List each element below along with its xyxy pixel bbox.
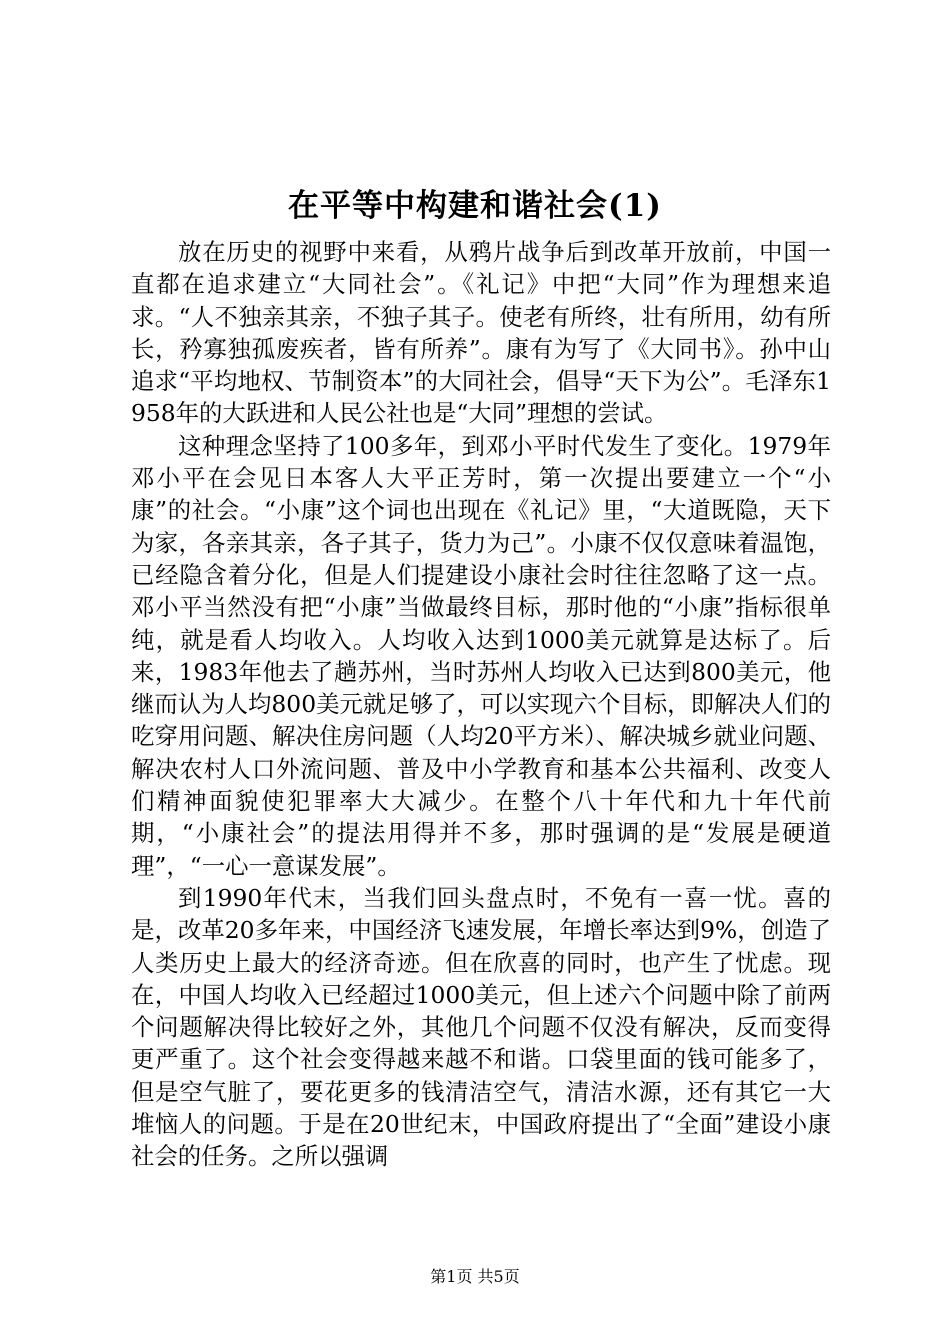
page-number-footer: 第1页 共5页 <box>430 1267 520 1286</box>
paragraph-2: 这种理念坚持了100多年，到邓小平时代发生了变化。1979年邓小平在会见日本客人大平正芳时，第一次提出要建立一个“小康”的社会。“小康”这个词也出现在《礼记》里，“大道既隐，天下为家，各亲其亲，各子其子，货力为己”。小康不仅仅意味着温饱，已经隐含着分化，但是人们提建设小康社会时往往忽略了这一点。邓小平当然没有把“小康”当做最终目标，那时他的“小康”指标很单纯，就是看人均收入。人均收入达到1000美元就算是达标了。后来，1983年他去了趟苏州，当时苏州人均收入已达到800美元，他继而认为人均800美元就足够了，可以实现六个目标，即解决人们的吃穿用问题、解决住房问题（人均20平方米）、解决城乡就业问题、解决农村人口外流问题、普及中小学教育和基本公共福利、改变人们精神面貌使犯罪率大大减少。在整个八十年代和九十年代前期，“小康社会”的提法用得并不多，那时强调的是“发展是硬道理”，“一心一意谋发展”。 <box>131 431 831 880</box>
document-body <box>131 236 831 1173</box>
document-title: 在平等中构建和谐社会(1) <box>288 188 662 224</box>
paragraph-1: 放在历史的视野中来看，从鸦片战争后到改革开放前，中国一直都在追求建立“大同社会”。《礼记》中把“大同”作为理想来追求。“人不独亲其亲，不独子其子。使老有所终，壮有所用，幼有所长，矜寡独孤废疾者，皆有所养”。康有为写了《大同书》。孙中山追求“平均地权、节制资本”的大同社会，倡导“天下为公”。毛泽东1958年的大跃进和人民公社也是“大同”理想的尝试。 <box>131 238 831 428</box>
paragraph-3: 到1990年代末，当我们回头盘点时，不免有一喜一忧。喜的是，改革20多年来，中国经济飞速发展，年增长率达到9%，创造了人类历史上最大的经济奇迹。但在欣喜的同时，也产生了忧虑。现在，中国人均收入已经超过1000美元，但上述六个问题中除了前两个问题解决得比较好之外，其他几个问题不仅没有解决，反而变得更严重了。这个社会变得越来越不和谐。口袋里面的钱可能多了，但是空气脏了，要花更多的钱清洁空气，清洁水源，还有其它一大堆恼人的问题。于是在20世纪末，中国政府提出了“全面”建设小康社会的任务。之所以强调 <box>131 883 831 1171</box>
